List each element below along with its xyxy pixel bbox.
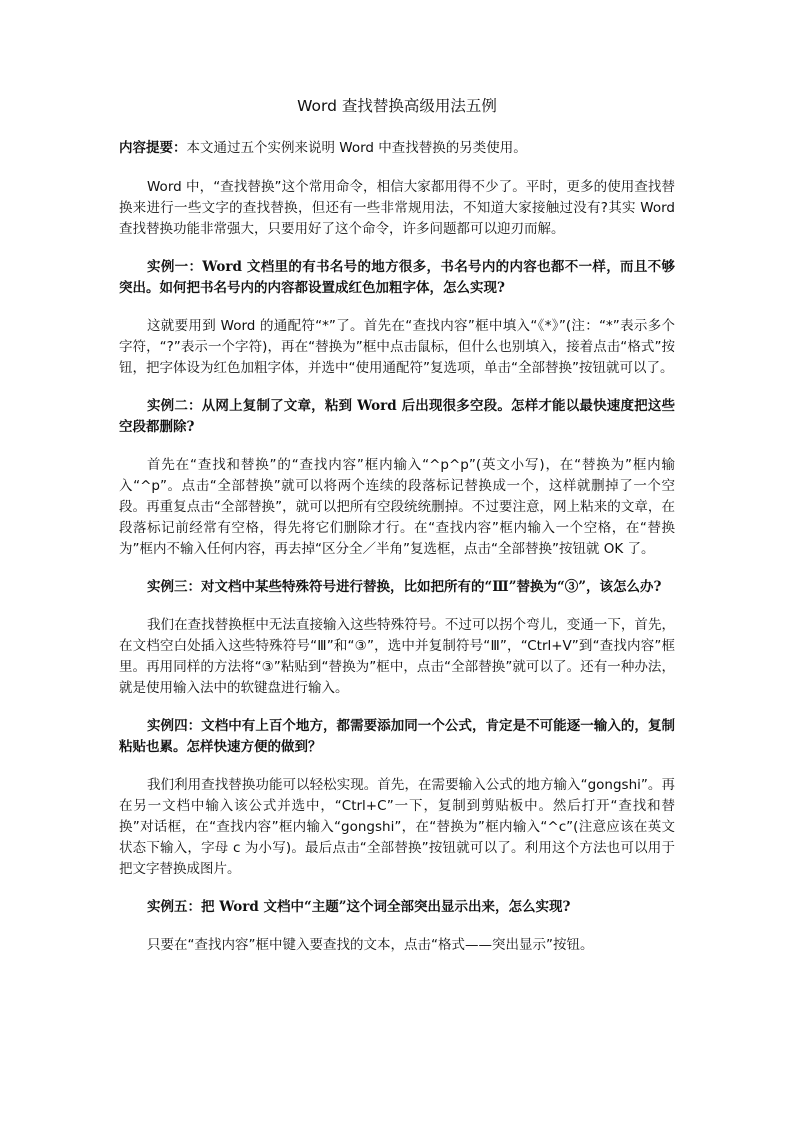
example-4-question: 实例四：文档中有上百个地方，都需要添加同一个公式，肯定是不可能逐一输入的，复制粘贴也累。怎样快速方便的做到？ bbox=[119, 718, 675, 755]
example-2-question: 实例二：从网上复制了文章，粘到 Word 后出现很多空段。怎样才能以最快速度把这些空段都删除? bbox=[119, 398, 675, 435]
summary bbox=[119, 138, 675, 159]
summary-label: 内容提要： bbox=[119, 140, 187, 156]
example-2-answer: 首先在“查找和替换”的“查找内容”框内输入“^p^p”(英文小写)，在“替换为”框内输入“^p”。点击“全部替换”就可以将两个连续的段落标记替换成一个，这样就删掉了一个空段。再重复点击“全部替换”，就可以把所有空段统统删掉。不过要注意，网上粘来的文章，在段落标记前经常有空格，得先将它们删除才行。在“查找内容”框内输入一个空格，在“替换为”框内不输入任何内容，再去掉“区分全／半角”复选框，点击“全部替换”按钮就 OK 了。 bbox=[119, 457, 675, 557]
example-5-question: 实例五：把 Word 文档中“主题”这个词全部突出显示出来，怎么实现? bbox=[147, 899, 571, 915]
example-1-question: 实例一：Word 文档里的有书名号的地方很多，书名号内的内容也都不一样，而且不够突出。如何把书名号内的内容都设置成红色加粗字体，怎么实现? bbox=[119, 259, 675, 296]
document-title: Word 查找替换高级用法五例 bbox=[297, 97, 497, 115]
example-3-question: 实例三：对文档中某些特殊符号进行替换，比如把所有的“Ⅲ”替换为“③”，该怎么办? bbox=[147, 579, 662, 595]
example-5-answer: 只要在“查找内容”框中键入要查找的文本，点击“格式——突出显示”按钮。 bbox=[147, 937, 594, 953]
intro-paragraph: Word 中，“查找替换”这个常用命令，相信大家都用得不少了。平时，更多的使用查找替换来进行一些文字的查找替换，但还有一些非常规用法，不知道大家接触过没有?其实 Word 查找替换功能非常强大，只要用好了这个命令，许多问题都可以迎刃而解。 bbox=[119, 179, 675, 237]
example-1-answer: 这就要用到 Word 的通配符“*”了。首先在“查找内容”框中填入“《*》”(注：“*”表示多个字符，“?”表示一个字符)，再在“替换为”框中点击鼠标，但什么也别填入，接着点击“格式”按钮，把字体设为红色加粗字体，并选中“使用通配符”复选项，单击“全部替换”按钮就可以了。 bbox=[119, 318, 675, 376]
document-page bbox=[119, 96, 675, 973]
example-3-answer: 我们在查找替换框中无法直接输入这些特殊符号。不过可以拐个弯儿，变通一下，首先，在文档空白处插入这些特殊符号“Ⅲ”和“③”，选中并复制符号“Ⅲ”，“Ctrl+V”到“查找内容”框里。再用同样的方法将“③”粘贴到“替换为”框中，点击“全部替换”就可以了。还有一种办法，就是使用输入法中的软键盘进行输入。 bbox=[119, 617, 675, 696]
example-4-answer: 我们利用查找替换功能可以轻松实现。首先，在需要输入公式的地方输入“gongshi”。再在另一文档中输入该公式并选中，“Ctrl+C”一下，复制到剪贴板中。然后打开“查找和替换”对话框，在“查找内容”框内输入“gongshi”，在“替换为”框内输入“^c”(注意应该在英文状态下输入，字母 c 为小写)。最后点击“全部替换”按钮就可以了。利用这个方法也可以用于把文字替换成图片。 bbox=[119, 777, 675, 877]
summary-text: 本文通过五个实例来说明 Word 中查找替换的另类使用。 bbox=[186, 140, 527, 156]
